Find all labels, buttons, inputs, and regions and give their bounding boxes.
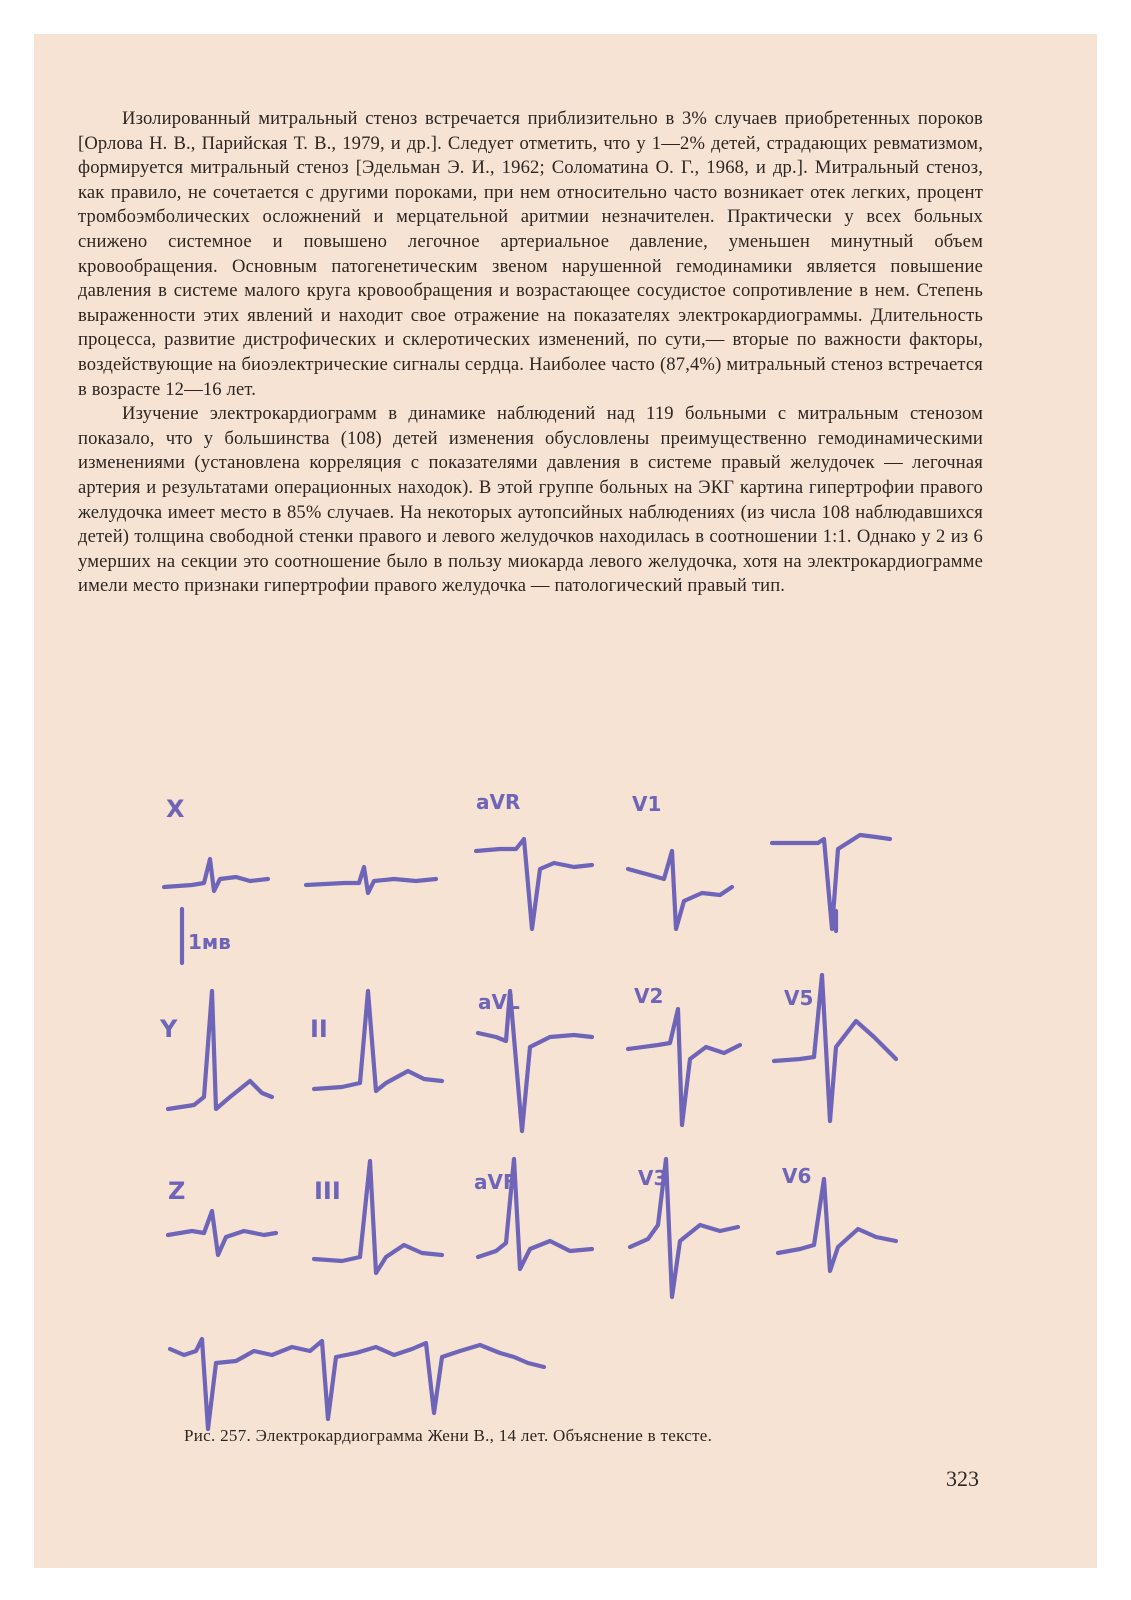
ecg-trace-v2 (628, 1009, 740, 1125)
ecg-trace-v6 (778, 1179, 896, 1271)
lead-label-v2: V2 (634, 984, 664, 1008)
lead-label-y: Y (160, 1015, 178, 1043)
lead-label-v3: V3 (638, 1166, 668, 1190)
paragraph-1: Изолированный митральный стеноз встречается приблизительно в 3% случаев приобретенных пороков [Орлова Н. В., Парийская Т. В., 1979, и др.]. Следует отметить, что у 1—2% детей, страдающих ревматизмом, формируется митральный стеноз [Эдельман Э. И., 1962; Соломатина О. Г., 1968, и др.]. Митральный стеноз, как правило, не сочетается с другими пороками, при нем относительно часто возникает отек легких, процент тромбоэмболических осложнений и мерцательной аритмии незначителен. Практически у всех больных снижено системное и повышено легочное артериальное давление, уменьшен минутный объем кровообращения. Основным патогенетическим звеном нарушенной гемодинамики является повышение давления в системе малого круга кровообращения и возрастающее сосудистое сопротивление в нем. Степень выраженности этих явлений и находит свое отражение на показателях электрокардиограммы. Длительность процесса, развитие дистрофических и склеротических изменений, по сути,— вторые по важности факторы, воздействующие на биоэлектрические сигналы сердца. Наиболее часто (87,4%) митральный стеноз встречается в возрасте 12—16 лет. (78, 108, 983, 400)
paragraph-2: Изучение электрокардиограмм в динамике наблюдений над 119 больными с митральным стенозом показало, что у большинства (108) детей изменения обусловлены преимущественно гемодинамическими изменениями (установлена корреляция с показателями давления в системе правый желудочек — легочная артерия и результатами операционных находок). В этой группе больных на ЭКГ картина гипертрофии правого желудочка имеет место в 85% случаев. На некоторых аутопсийных наблюдениях (из числа 108 наблюдавшихся детей) толщина свободной стенки правого и левого желудочков находилась в соотношении 1:1. Однако у 2 из 6 умерших на секции это соотношение было в пользу миокарда левого желудочка, хотя на электрокардиограмме имели место признаки гипертрофии правого желудочка — патологический правый тип. (78, 403, 983, 597)
body-text (78, 107, 983, 599)
ecg-traces (154, 779, 914, 1439)
ecg-trace-z (168, 1211, 276, 1255)
ecg-trace-x (164, 859, 268, 891)
lead-label-x: X (166, 795, 185, 823)
ecg-trace-v4 (772, 835, 890, 929)
book-page (34, 34, 1097, 1568)
ecg-trace-ii (314, 991, 442, 1091)
page-number: 323 (946, 1466, 979, 1491)
lead-label-v1: V1 (632, 792, 662, 816)
ecg-trace-ii-row1 (306, 867, 436, 893)
calibration-label: 1мв (188, 930, 231, 954)
lead-label-iii: III (314, 1177, 341, 1205)
lead-label-avl: aVL (478, 990, 520, 1014)
lead-label-z: Z (168, 1177, 186, 1205)
lead-label-avf: aVF (474, 1170, 517, 1194)
ecg-trace-v1 (628, 851, 732, 929)
ecg-figure (154, 779, 914, 1439)
lead-label-v6: V6 (782, 1164, 812, 1188)
ecg-trace-y (168, 991, 272, 1109)
lead-label-ii: II (310, 1015, 328, 1043)
figure-caption: Рис. 257. Электрокардиограмма Жени В., 14 лет. Объяснение в тексте. (184, 1426, 713, 1445)
lead-label-v5: V5 (784, 986, 814, 1010)
ecg-rhythm-strip (170, 1339, 544, 1429)
lead-label-avr: aVR (476, 790, 521, 814)
ecg-trace-avr (476, 839, 592, 929)
